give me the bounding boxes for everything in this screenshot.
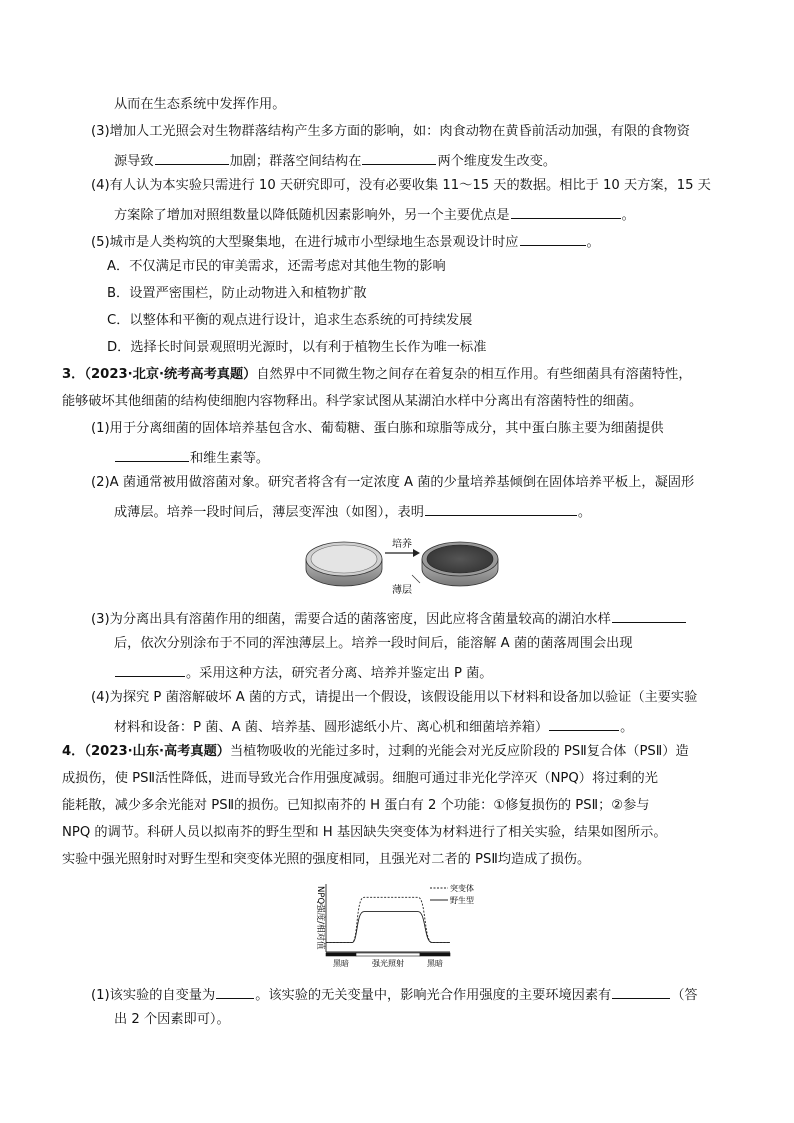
question-number: 4． [62,744,85,759]
series-lines [326,897,450,942]
option-d[interactable]: D．选择长时间景观照明光源时，以有利于植物生长作为唯一标准 [107,340,487,355]
sub-question-3 [114,663,492,682]
text-line: 能耗散，减少多余光能对 PSⅡ的损伤。已知拟南芥的 H 蛋白有 2 个功能：①修复损伤的 PSⅡ；②参与 [62,798,650,813]
text-span: 成薄层。培养一段时间后，薄层变浑浊（如图），表明 [114,505,424,520]
text-line: NPQ 的调节。科研人员以拟南芥的野生型和 H 基因缺失突变体为材料进行了相关实验，结果如图所示。 [62,825,667,840]
answer-blank[interactable] [115,663,185,677]
question-source: （2023·山东·高考真题） [84,744,230,759]
phase-bar [326,953,356,956]
sub-question-4 [114,717,633,736]
question-header [62,367,692,383]
text-span: 。该实验的无关变量中，影响光合作用强度的主要环境因素有 [255,988,612,1003]
text-span: 和维生素等。 [190,451,270,466]
option-b[interactable]: B．设置严密围栏，防止动物进入和植物扩散 [107,286,367,301]
text-span: 。 [620,720,634,735]
phase-bar [356,953,420,956]
text-line: 实验中强光照射时对野生型和突变体光照的强度相同，且强光对二者的 PSⅡ均造成了损伤。 [62,852,591,867]
answer-blank[interactable] [216,985,254,999]
text-line: 能够破坏其他细菌的结构使细胞内容物释出。科学家试图从某湖泊水样中分离出有溶菌特性的细菌。 [62,394,643,409]
phase-labels [333,958,443,968]
sub-question-2: (2)A 菌通常被用做溶菌对象。研究者将含有一定浓度 A 菌的少量培养基倾倒在固体培养平板上，凝固形 [91,475,695,490]
text-span: 方案除了增加对照组数量以降低随机因素影响外，另一个主要优点是 [114,208,510,223]
legend-label: 突变体 [450,884,474,893]
answer-blank[interactable] [612,609,686,623]
sub-question-1: (1)用于分离细菌的固体培养基包含水、葡萄糖、蛋白胨和琼脂等成分，其中蛋白胨主要为细菌提供 [91,421,664,436]
sub-question-1 [91,985,698,1004]
text-span: (1)该实验的自变量为 [91,988,216,1003]
legend-label: 野生型 [450,896,474,905]
text-span: 源导致 [114,154,154,169]
answer-blank[interactable] [155,151,229,165]
answer-blank[interactable] [511,205,621,219]
petri-dish-figure [300,535,500,597]
text-span: （答 [671,988,698,1003]
sub-question-3 [91,609,687,628]
phase-bar [420,953,450,956]
option-a[interactable]: A．不仅满足市民的审美需求，还需考虑对其他生物的影响 [107,259,446,274]
question-5-line [91,232,600,251]
text-span: 加剧；群落空间结构在 [229,154,362,169]
text-span: (3)为分离出具有溶菌作用的细菌，需要合适的菌落密度，因此应将含菌量较高的湖泊水样 [91,612,611,627]
option-c[interactable]: C．以整体和平衡的观点进行设计，追求生态系统的可持续发展 [107,313,473,328]
text-line: 成损伤，使 PSⅡ活性降低，进而导致光合作用强度减弱。细胞可通过非光化学淬灭（NPQ）将过剩的光 [62,771,658,786]
series-line [326,897,450,942]
text-line: 从而在生态系统中发挥作用。 [114,97,286,112]
legend [430,883,474,905]
question-number: 3． [62,367,85,382]
answer-blank[interactable] [520,232,586,246]
question-4-line [114,205,635,224]
sub-question-1 [114,448,269,467]
question-3-line [114,151,556,170]
series-line [326,912,450,943]
sub-question-1: 出 2 个因素即可）。 [114,1012,230,1027]
text-span: 两个维度发生改变。 [437,154,557,169]
answer-blank[interactable] [115,448,189,462]
text-span: 自然界中不同微生物之间存在着复杂的相互作用。有些细菌具有溶菌特性， [256,367,692,382]
sub-question-4: (4)为探究 P 菌溶解破坏 A 菌的方式，请提出一个假设，该假设能用以下材料和设备加以验证（主要实验 [91,690,698,705]
answer-blank[interactable] [549,717,619,731]
text-span: 。采用这种方法，研究者分离、培养并鉴定出 P 菌。 [186,666,493,681]
layer-label: 薄层 [392,585,412,596]
phase-label: 黑暗 [333,959,349,968]
text-span: 。 [586,235,600,250]
answer-blank[interactable] [362,151,436,165]
phase-label: 黑暗 [427,959,443,968]
dish-after [422,542,498,586]
answer-blank[interactable] [425,502,577,516]
question-4-line: (4)有人认为本实验只需进行 10 天研究即可，没有必要收集 11～15 天的数据。相比于 10 天方案，15 天 [91,178,711,193]
text-span: 。 [577,505,592,520]
sub-question-3: 后，依次分别涂布于不同的浑浊薄层上。培养一段时间后，能溶解 A 菌的菌落周围会出现 [114,636,633,651]
text-span: 材料和设备：P 菌、A 菌、培养基、圆形滤纸小片、离心机和细菌培养箱） [114,720,549,735]
text-span: (5)城市是人类构筑的大型聚集地，在进行城市小型绿地生态景观设计时应 [91,235,519,250]
npq-chart [308,880,488,972]
text-span: 当植物吸收的光能过多时，过剩的光能会对光反应阶段的 PSⅡ复合体（PSⅡ）造 [230,744,689,759]
y-axis-label: NPQ强度/相对值 [315,886,325,950]
arrow-label: 培养 [392,539,412,550]
question-header [62,744,689,760]
text-span: 。 [621,208,635,223]
answer-blank[interactable] [612,985,670,999]
phase-label: 强光照射 [372,959,404,968]
question-source: （2023·北京·统考高考真题） [84,367,257,382]
phase-bars [326,953,450,956]
question-3-line: (3)增加人工光照会对生物群落结构产生多方面的影响，如：肉食动物在黄昏前活动加强，有限的食物资 [91,124,690,139]
dish-before [306,542,382,586]
sub-question-2 [114,502,591,521]
